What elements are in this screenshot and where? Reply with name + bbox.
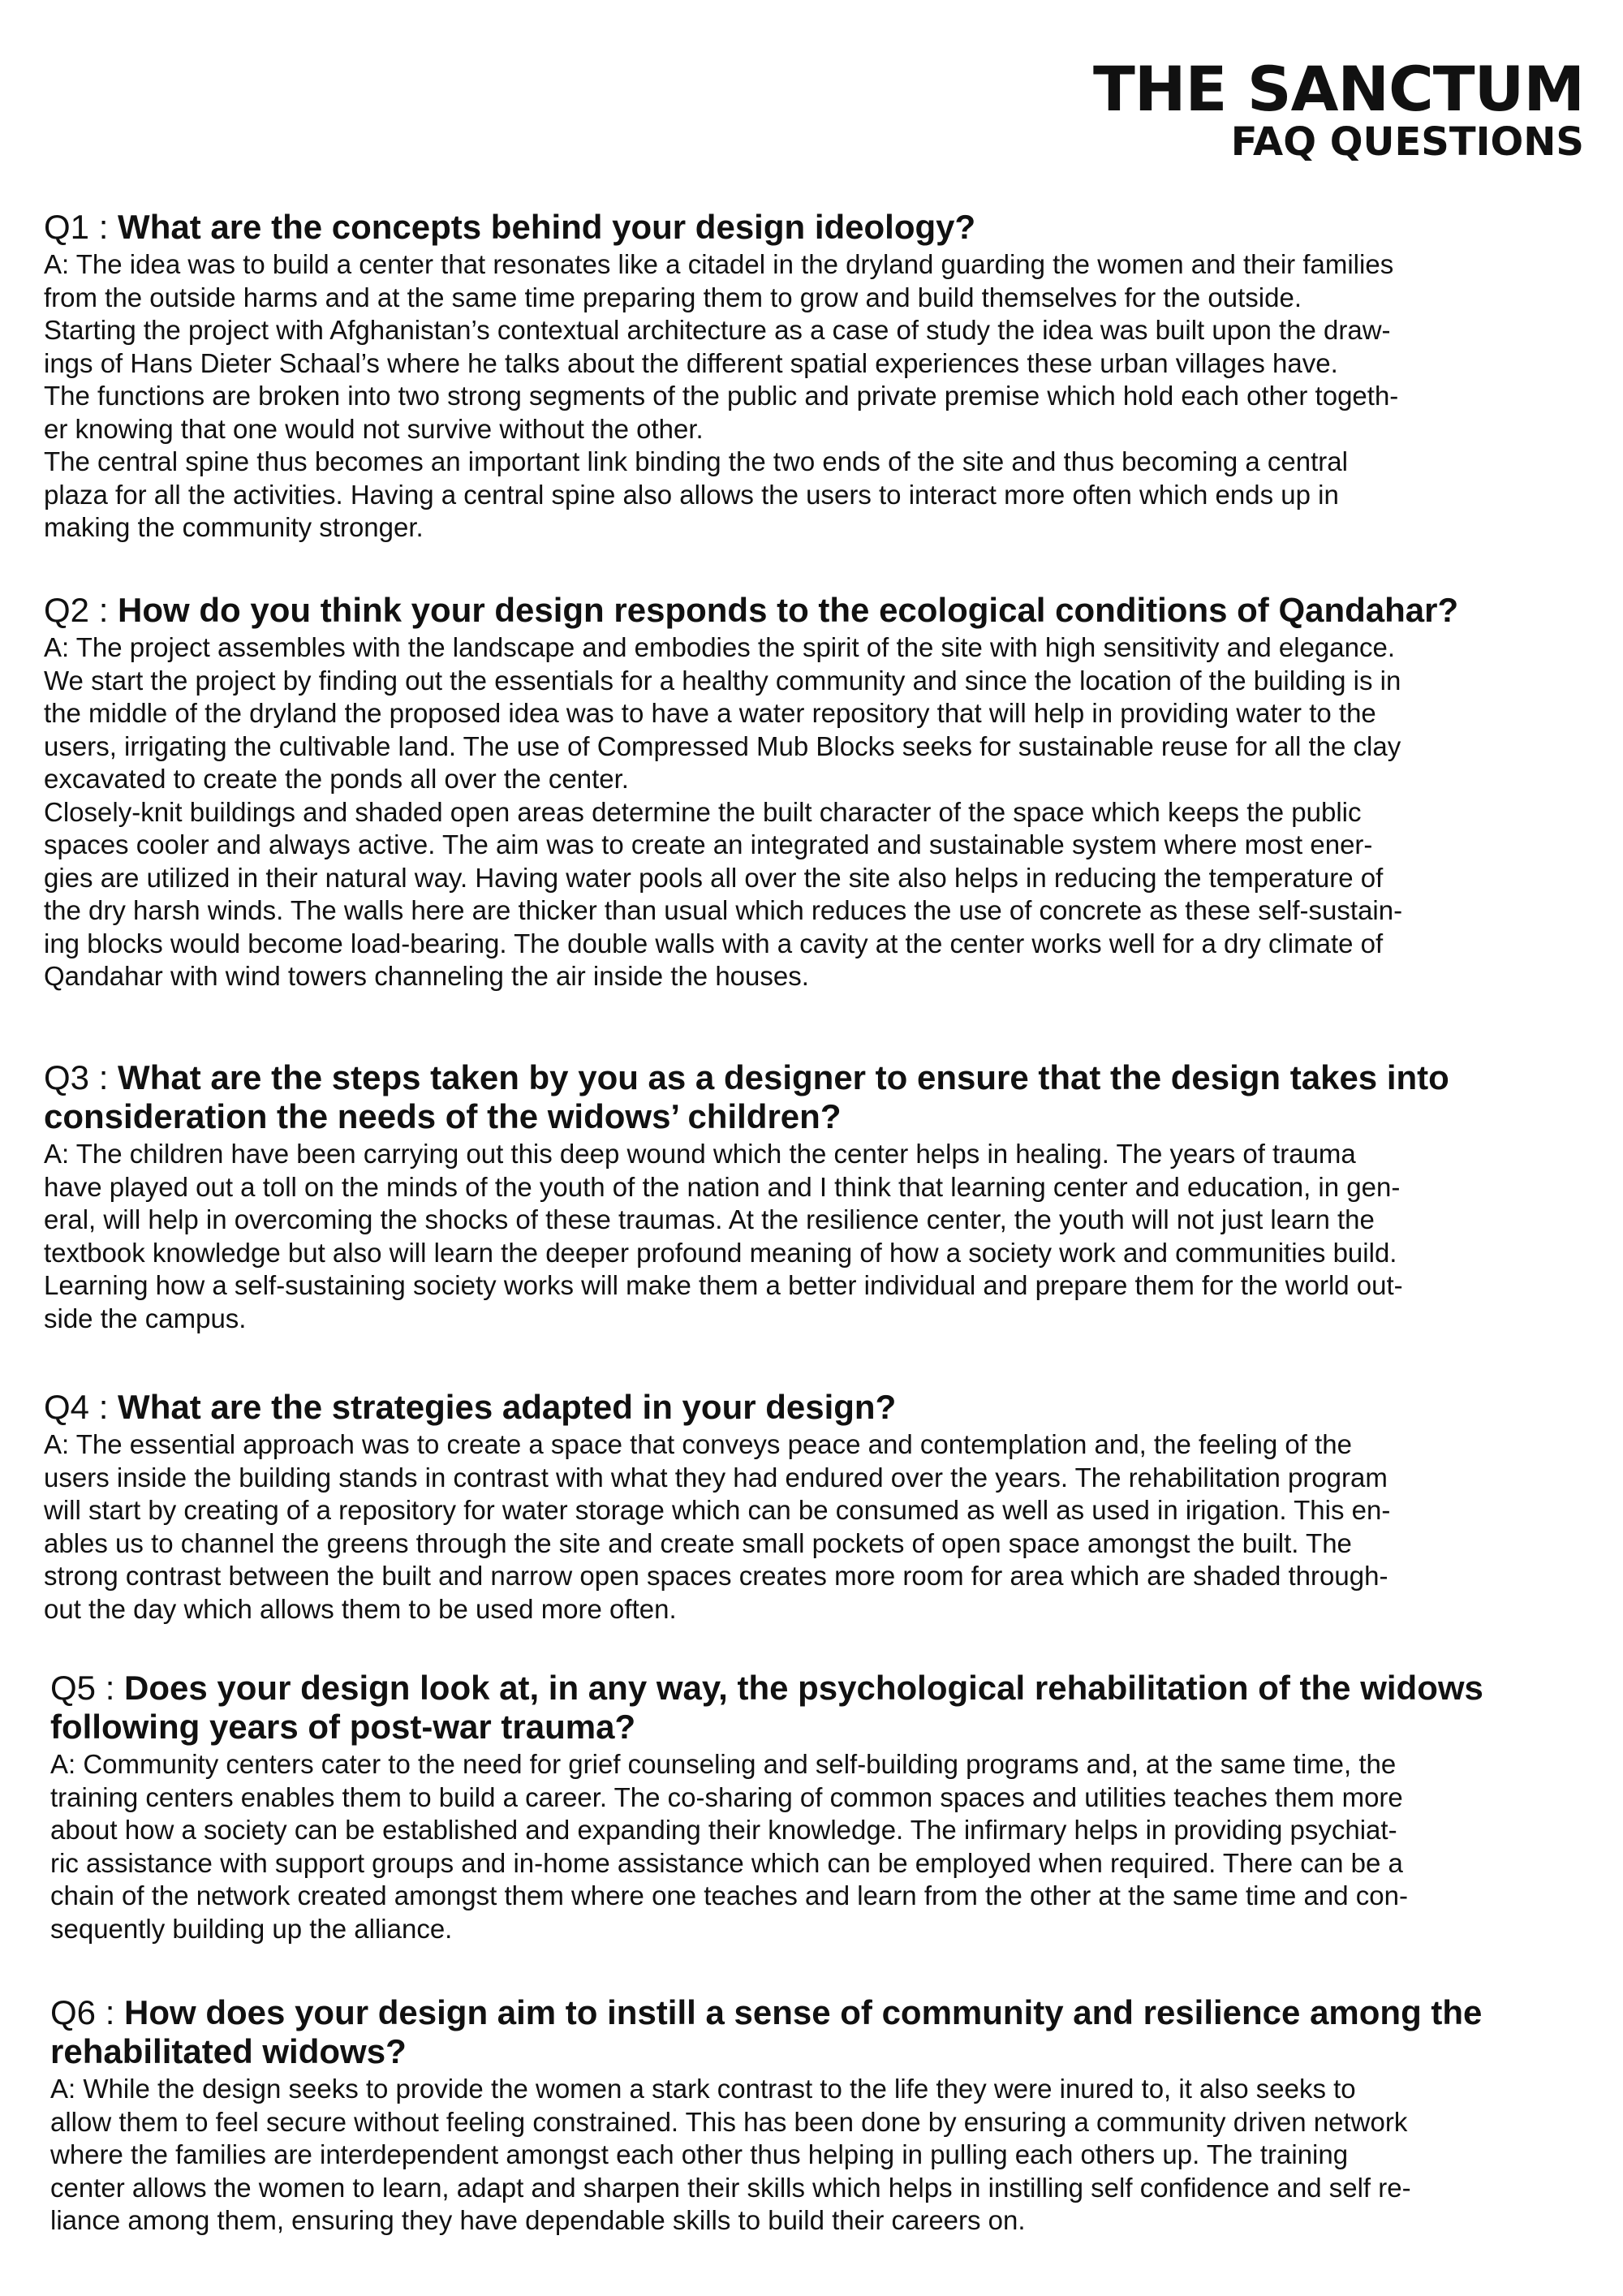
answer-line: the dry harsh winds. The walls here are thicker than usual which reduces the use of concrete as these self-sustain- bbox=[44, 895, 1403, 925]
answer-line: plaza for all the activities. Having a central spine also allows the users to interact more often which ends up in bbox=[44, 479, 1339, 510]
answer-line: about how a society can be established and expanding their knowledge. The infirmary helps in providing psychiat- bbox=[50, 1815, 1397, 1845]
faq-question bbox=[44, 1058, 1581, 1136]
faq-answer bbox=[44, 631, 1581, 993]
faq-answer bbox=[44, 248, 1581, 545]
answer-line: A: Community centers cater to the need for grief counseling and self-building programs and, at the same time, the bbox=[50, 1749, 1397, 1779]
answer-line: A: The children have been carrying out this deep wound which the center helps in healing. The years of trauma bbox=[44, 1139, 1356, 1169]
answer-line: from the outside harms and at the same time preparing them to grow and build themselves for the outside. bbox=[44, 282, 1302, 312]
question-number: Q6 : bbox=[50, 1993, 125, 2031]
answer-line: textbook knowledge but also will learn the deeper profound meaning of how a society work and communities build. bbox=[44, 1237, 1397, 1268]
answer-line: ric assistance with support groups and in-home assistance which can be employed when required. There can be a bbox=[50, 1847, 1403, 1878]
faq-item-q2 bbox=[44, 591, 1581, 993]
answer-line: Closely-knit buildings and shaded open areas determine the built character of the space which keeps the public bbox=[44, 796, 1362, 827]
answer-line: liance among them, ensuring they have dependable skills to build their careers on. bbox=[50, 2205, 1026, 2235]
answer-line: training centers enables them to build a career. The co-sharing of common spaces and utilities teaches them more bbox=[50, 1781, 1403, 1812]
answer-line: where the families are interdependent amongst each other thus helping in pulling each others up. The training bbox=[50, 2139, 1349, 2169]
page-header bbox=[1093, 53, 1584, 165]
answer-line: ings of Hans Dieter Schaal’s where he talks about the different spatial experiences these urban villages have. bbox=[44, 347, 1338, 378]
answer-line: side the campus. bbox=[44, 1303, 247, 1333]
faq-answer bbox=[44, 1138, 1581, 1335]
answer-line: Starting the project with Afghanistan’s contextual architecture as a case of study the idea was built upon the draw- bbox=[44, 315, 1391, 345]
answer-line: allow them to feel secure without feeling constrained. This has been done by ensuring a community driven network bbox=[50, 2106, 1408, 2137]
document-subtitle: FAQ QUESTIONS bbox=[1230, 119, 1584, 165]
answer-line: users, irrigating the cultivable land. The use of Compressed Mub Blocks seeks for sustainable reuse for all the clay bbox=[44, 730, 1401, 761]
answer-line: A: The essential approach was to create a space that conveys peace and contemplation and, the feeling of the bbox=[44, 1429, 1352, 1459]
faq-item-q6 bbox=[50, 1993, 1581, 2238]
answer-line: sequently building up the alliance. bbox=[50, 1913, 453, 1944]
answer-line: users inside the building stands in contrast with what they had endured over the years. The rehabilitation program bbox=[44, 1462, 1388, 1493]
question-text: How do you think your design responds to the ecological conditions of Qandahar? bbox=[118, 591, 1459, 629]
answer-line: We start the project by finding out the essentials for a healthy community and since the location of the building is in bbox=[44, 665, 1401, 696]
faq-answer bbox=[50, 2073, 1581, 2238]
faq-question bbox=[44, 1388, 1581, 1427]
question-text: How does your design aim to instill a sense of community and resilience among the rehabilitated widows? bbox=[50, 1993, 1483, 2070]
answer-line: excavated to create the ponds all over the center. bbox=[44, 764, 629, 794]
answer-line: spaces cooler and always active. The aim was to create an integrated and sustainable system where most ener- bbox=[44, 829, 1373, 859]
faq-item-q1 bbox=[44, 208, 1581, 545]
answer-line: A: The idea was to build a center that resonates like a citadel in the dryland guarding the women and their families bbox=[44, 249, 1394, 279]
faq-item-q4 bbox=[44, 1388, 1581, 1626]
faq-question bbox=[50, 1669, 1581, 1747]
faq-question bbox=[44, 208, 1581, 247]
answer-line: A: While the design seeks to provide the women a stark contrast to the life they were inured to, it also seeks to bbox=[50, 2074, 1356, 2104]
question-number: Q2 : bbox=[44, 591, 118, 629]
answer-line: The central spine thus becomes an important link binding the two ends of the site and thus becoming a central bbox=[44, 446, 1348, 476]
answer-line: A: The project assembles with the landscape and embodies the spirit of the site with high sensitivity and elegance. bbox=[44, 632, 1396, 662]
answer-line: out the day which allows them to be used more often. bbox=[44, 1593, 677, 1624]
answer-line: Learning how a self-sustaining society works will make them a better individual and prepare them for the world out- bbox=[44, 1270, 1403, 1300]
answer-line: gies are utilized in their natural way. Having water pools all over the site also helps in reducing the temperature of bbox=[44, 862, 1384, 893]
answer-line: will start by creating of a repository for water storage which can be consumed as well as used in irigation. This en- bbox=[44, 1495, 1391, 1525]
answer-line: eral, will help in overcoming the shocks of these traumas. At the resilience center, the youth will not just learn the bbox=[44, 1204, 1375, 1234]
answer-line: er knowing that one would not survive without the other. bbox=[44, 413, 704, 444]
document-title: THE SANCTUM bbox=[1093, 53, 1584, 125]
question-text: What are the concepts behind your design ideology? bbox=[118, 208, 976, 246]
answer-line: have played out a toll on the minds of the youth of the nation and I think that learning center and education, in gen- bbox=[44, 1171, 1401, 1202]
question-text: What are the steps taken by you as a designer to ensure that the design takes into consideration the needs of the widows’ children? bbox=[44, 1058, 1449, 1135]
answer-line: chain of the network created amongst them where one teaches and learn from the other at the same time and con- bbox=[50, 1880, 1408, 1910]
answer-line: center allows the women to learn, adapt and sharpen their skills which helps in instilling self confidence and self re- bbox=[50, 2172, 1411, 2203]
question-number: Q3 : bbox=[44, 1058, 118, 1096]
answer-line: strong contrast between the built and narrow open spaces creates more room for area which are shaded through- bbox=[44, 1561, 1388, 1591]
answer-line: ables us to channel the greens through the site and create small pockets of open space amongst the built. The bbox=[44, 1527, 1352, 1558]
answer-line: The functions are broken into two strong segments of the public and private premise which hold each other togeth- bbox=[44, 381, 1399, 411]
faq-question bbox=[50, 1993, 1581, 2071]
faq-answer bbox=[44, 1428, 1581, 1626]
answer-line: the middle of the dryland the proposed idea was to have a water repository that will help in providing water to the bbox=[44, 698, 1376, 728]
question-number: Q5 : bbox=[50, 1669, 125, 1707]
question-number: Q4 : bbox=[44, 1388, 118, 1426]
answer-line: Qandahar with wind towers channeling the air inside the houses. bbox=[44, 961, 809, 991]
answer-line: making the community stronger. bbox=[44, 512, 424, 542]
question-number: Q1 : bbox=[44, 208, 118, 246]
question-text: What are the strategies adapted in your design? bbox=[118, 1388, 897, 1426]
question-text: Does your design look at, in any way, the psychological rehabilitation of the widows following years of post-war trauma? bbox=[50, 1669, 1483, 1746]
faq-answer bbox=[50, 1748, 1581, 1945]
answer-line: ing blocks would become load-bearing. The double walls with a cavity at the center works well for a dry climate of bbox=[44, 928, 1384, 958]
faq-question bbox=[44, 591, 1581, 630]
faq-item-q3 bbox=[44, 1058, 1581, 1335]
faq-item-q5 bbox=[50, 1669, 1581, 1945]
